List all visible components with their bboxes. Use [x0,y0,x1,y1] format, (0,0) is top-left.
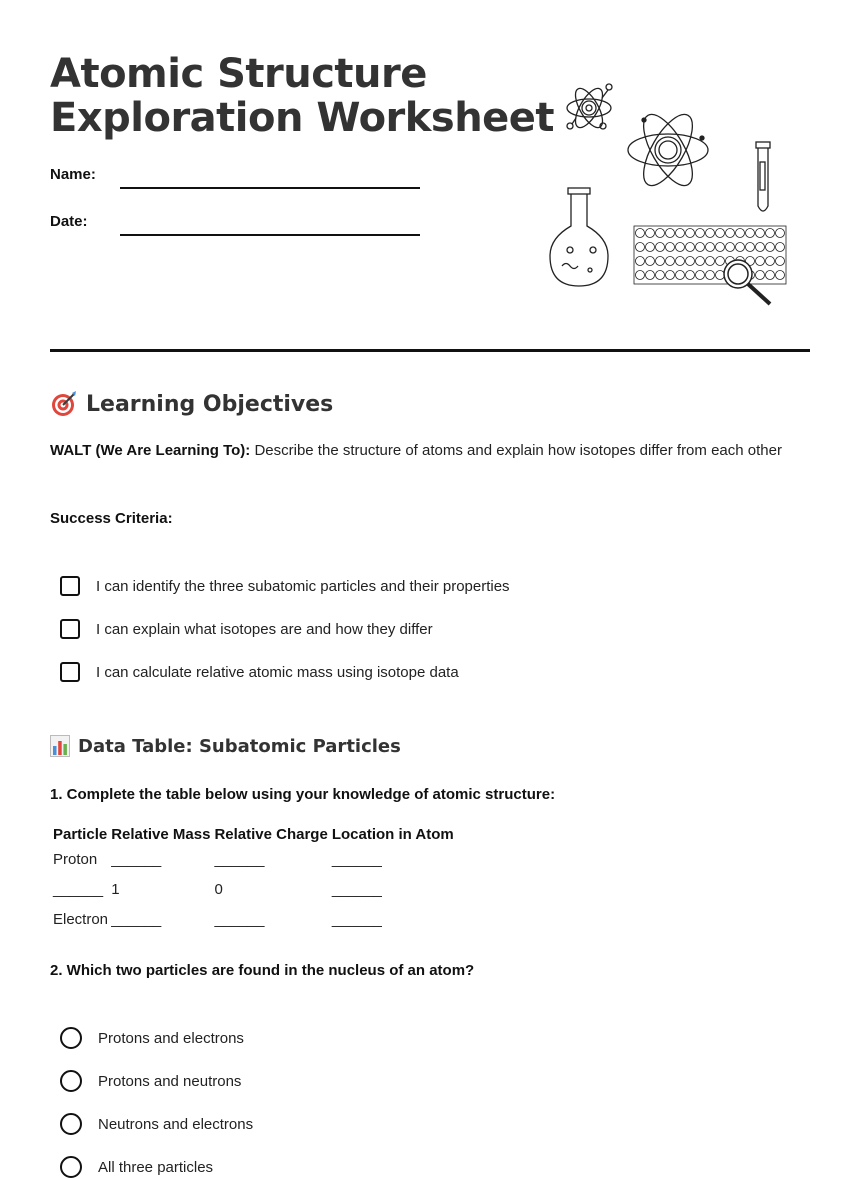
test-tube-icon [756,142,770,211]
small-atom-icon [567,84,612,132]
target-icon [50,390,78,418]
criteria-checkbox[interactable] [60,576,80,596]
option-radio[interactable] [60,1156,82,1178]
option-text: All three particles [98,1158,214,1176]
walt-text: Describe the structure of atoms and explain how isotopes differ from each other [250,442,782,459]
bar-chart-icon [50,735,70,757]
periodic-table-icon [634,226,786,284]
criteria-text: I can calculate relative atomic mass using isotope data [96,663,459,681]
criteria-checkbox[interactable] [60,619,80,639]
date-label: Date: [50,213,88,230]
table-cell: 1 [111,880,120,898]
name-label: Name: [50,166,96,183]
title-line-1: Atomic Structure [50,51,427,97]
column-header: Relative Charge [214,825,328,843]
table-cell: Electron [53,910,109,928]
table-cell[interactable]: ______ [53,880,104,898]
column-header: Particle [53,825,108,843]
walt-paragraph [50,438,810,464]
column-header: Location in Atom [331,825,454,843]
criteria-text: I can identify the three subatomic particles and their properties [96,577,510,595]
option-item [60,1027,244,1049]
option-radio[interactable] [60,1027,82,1049]
data-table-heading [50,735,401,757]
criteria-item [60,619,433,639]
criteria-checkbox[interactable] [60,662,80,682]
walt-label: WALT (We Are Learning To): [50,442,251,459]
option-item [60,1156,213,1178]
question-1: 1. Complete the table below using your knowledge of atomic structure: [50,786,556,803]
subatomic-table [53,824,454,934]
table-row [53,844,454,874]
date-field[interactable] [120,234,420,236]
column-header: Relative Mass [111,825,211,843]
atom-icon [628,107,708,192]
option-radio[interactable] [60,1070,82,1092]
option-text: Neutrons and electrons [98,1115,254,1133]
table-cell[interactable]: ______ [331,880,382,898]
criteria-item [60,576,510,596]
question-2: 2. Which two particles are found in the nucleus of an atom? [50,962,475,979]
option-text: Protons and neutrons [98,1072,242,1090]
header-divider [50,349,810,352]
learning-objectives-heading [50,390,333,418]
science-illustration [540,78,810,318]
data-table-title: Data Table: Subatomic Particles [78,735,401,757]
option-item [60,1070,241,1092]
option-item [60,1113,253,1135]
table-cell[interactable]: ______ [331,910,382,928]
table-cell: 0 [214,880,223,898]
option-radio[interactable] [60,1113,82,1135]
criteria-item [60,662,459,682]
table-cell[interactable]: ______ [331,850,382,868]
table-header-row [53,824,454,844]
table-cell[interactable]: ______ [111,850,162,868]
flask-icon [550,188,608,286]
table-cell[interactable]: ______ [214,850,265,868]
table-row [53,904,454,934]
criteria-text: I can explain what isotopes are and how they differ [96,620,433,638]
learning-objectives-title: Learning Objectives [86,391,334,417]
title-line-2: Exploration Worksheet [50,95,555,141]
success-criteria-label: Success Criteria: [50,510,173,527]
table-cell[interactable]: ______ [111,910,162,928]
table-cell: Proton [53,850,98,868]
magnifier-icon [724,260,770,304]
page-title [50,52,554,140]
table-cell[interactable]: ______ [214,910,265,928]
option-text: Protons and electrons [98,1029,244,1047]
table-row [53,874,454,904]
name-field[interactable] [120,187,420,189]
